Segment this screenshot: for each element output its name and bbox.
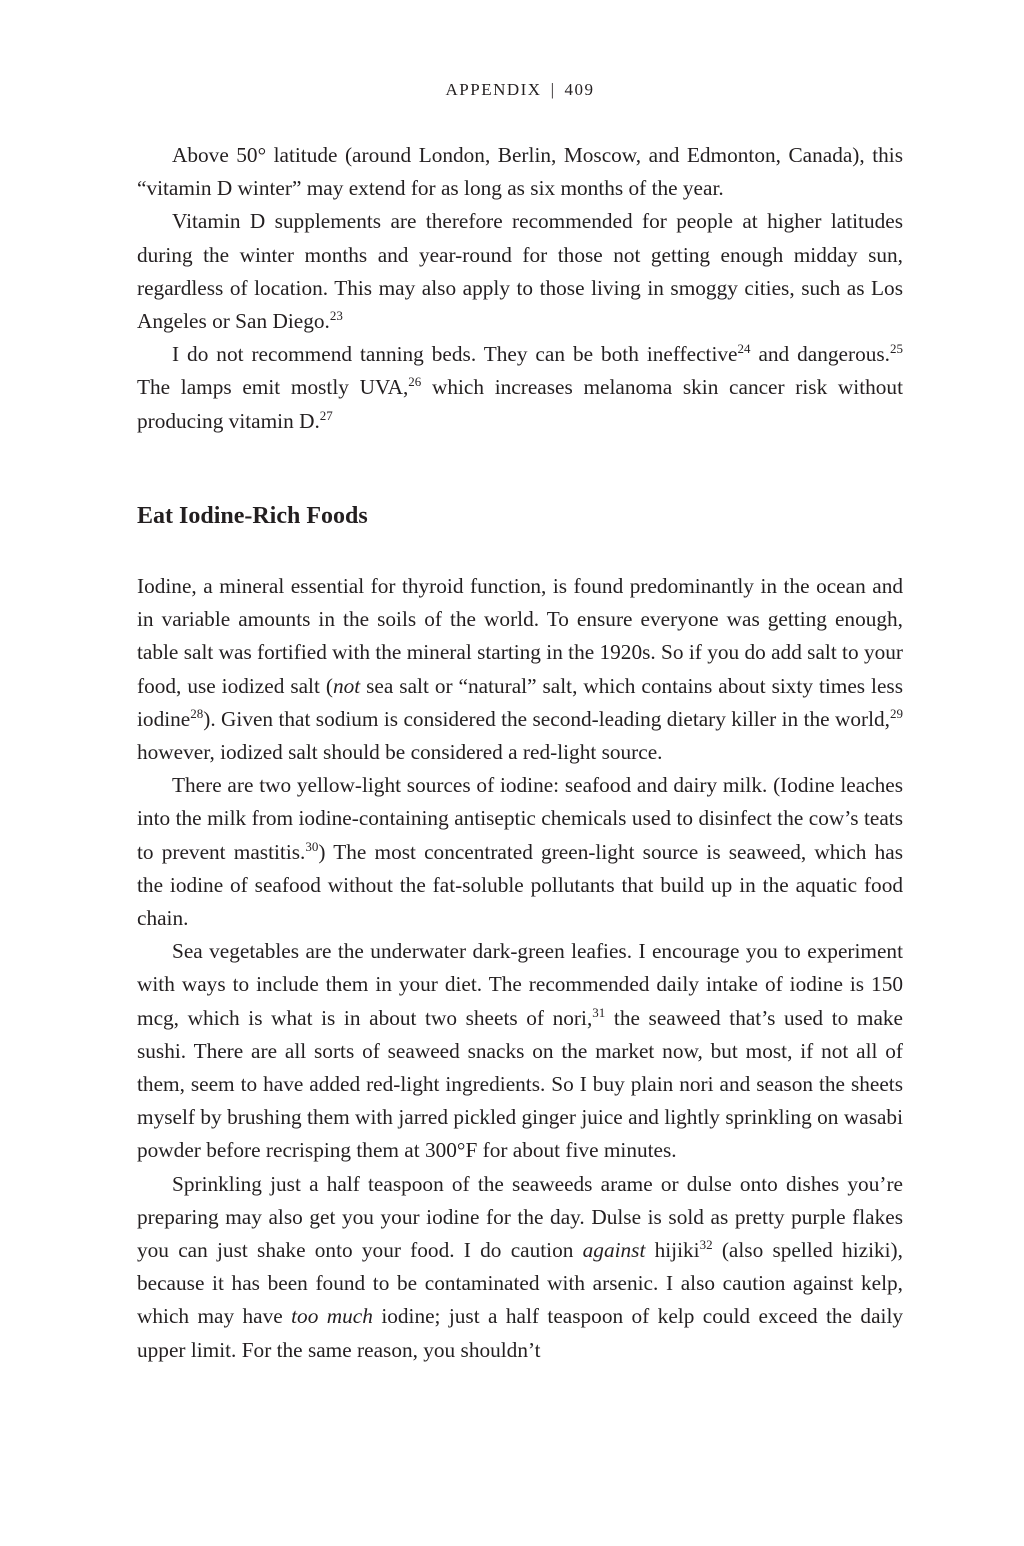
footnote-ref: 24 [737, 341, 751, 357]
paragraph-sea-vegetables: Sea vegetables are the underwater dark-green leafies. I encourage you to experiment with ways to include them in your diet. The recommended daily intake of iodine is 150 mcg, which is what is in about two sheets of nori,$^{31}$ the seaweed that’s used to make sushi. There are all sorts of seaweed snacks on the market now, but most, if not all of them, seem to have added red-light ingredients. So I buy plain nori and season the sheets myself by brushing them with jarred pickled ginger juice and lightly sprinkling on wasabi powder before recrisping them at 300°F for about five minutes. [137, 939, 903, 1163]
footnote-ref: 28 [190, 705, 204, 721]
paragraph-vitamin-d-supplements: Vitamin D supplements are therefore recommended for people at higher latitudes during the winter months and year-round for those not getting enough midday sun, regardless of location. This may also apply to those living in smoggy cities, such as Los Angeles or San Diego.$^{23}$ [137, 209, 903, 334]
footnote-ref: 26 [408, 374, 422, 390]
footnote-ref: 27 [319, 407, 333, 423]
footnote-ref: 31 [592, 1004, 606, 1020]
paragraph-yellow-light-sources: There are two yellow-light sources of iodine: seafood and dairy milk. (Iodine leaches into the milk from iodine-containing antiseptic chemicals used to disinfect the cow’s teats to prevent mastitis.$^{30}$) The most concentrated green-light source is seaweed, which has the iodine of seafood without the fat-soluble pollutants that build up in the aquatic food chain. [137, 773, 903, 931]
paragraph-sprinkling-seaweed: Sprinkling just a half teaspoon of the seaweeds arame or dulse onto dishes you’re preparing may also get you your iodine for the day. Dulse is sold as pretty purple flakes you can just shake onto your food. I do caution against hijiki$^{32}$ (also spelled hiziki), because it has been found to be contaminated with arsenic. I also caution against kelp, which may have too much iodine; just a half teaspoon of kelp could exceed the daily upper limit. For the same reason, you shouldn’t [137, 1171, 904, 1362]
footnote-ref: 30 [305, 838, 319, 854]
body-text-before-heading [137, 139, 903, 438]
running-head-separator: | [550, 80, 556, 99]
footnote-ref: 25 [890, 341, 903, 357]
paragraph-tanning-beds: I do not recommend tanning beds. They can be both ineffective$^{24}$ and dangerous.$^{25}$ The lamps emit mostly UVA,$^{26}$ which increases melanoma skin cancer risk without producing vitamin D.$^{27}$ [137, 341, 903, 433]
running-head-section: APPENDIX [445, 80, 542, 99]
paragraph-vitamin-d-winter: Above 50° latitude (around London, Berlin, Moscow, and Edmonton, Canada), this “vitamin D winter” may extend for as long as six months of the year. [137, 143, 903, 201]
paragraph-iodine-intro: Iodine, a mineral essential for thyroid function, is found predominantly in the ocean and in variable amounts in the soils of the world. To ensure everyone was getting enough, table salt was fortified with the mineral starting in the 1920s. So if you do add salt to your food, use iodized salt (not sea salt or “natural” salt, which contains about sixty times less iodine$^{28}$). Given that sodium is considered the second-leading dietary killer in the world,$^{29}$ however, iodized salt should be considered a red-light source. [137, 574, 904, 765]
footnote-ref: 29 [890, 705, 903, 721]
body-text-after-heading [137, 570, 903, 1367]
footnote-ref: 32 [699, 1237, 713, 1253]
page-number: 409 [564, 80, 595, 99]
running-head [137, 80, 903, 100]
footnote-ref: 23 [329, 308, 343, 324]
section-heading: Eat Iodine-Rich Foods [137, 503, 368, 529]
